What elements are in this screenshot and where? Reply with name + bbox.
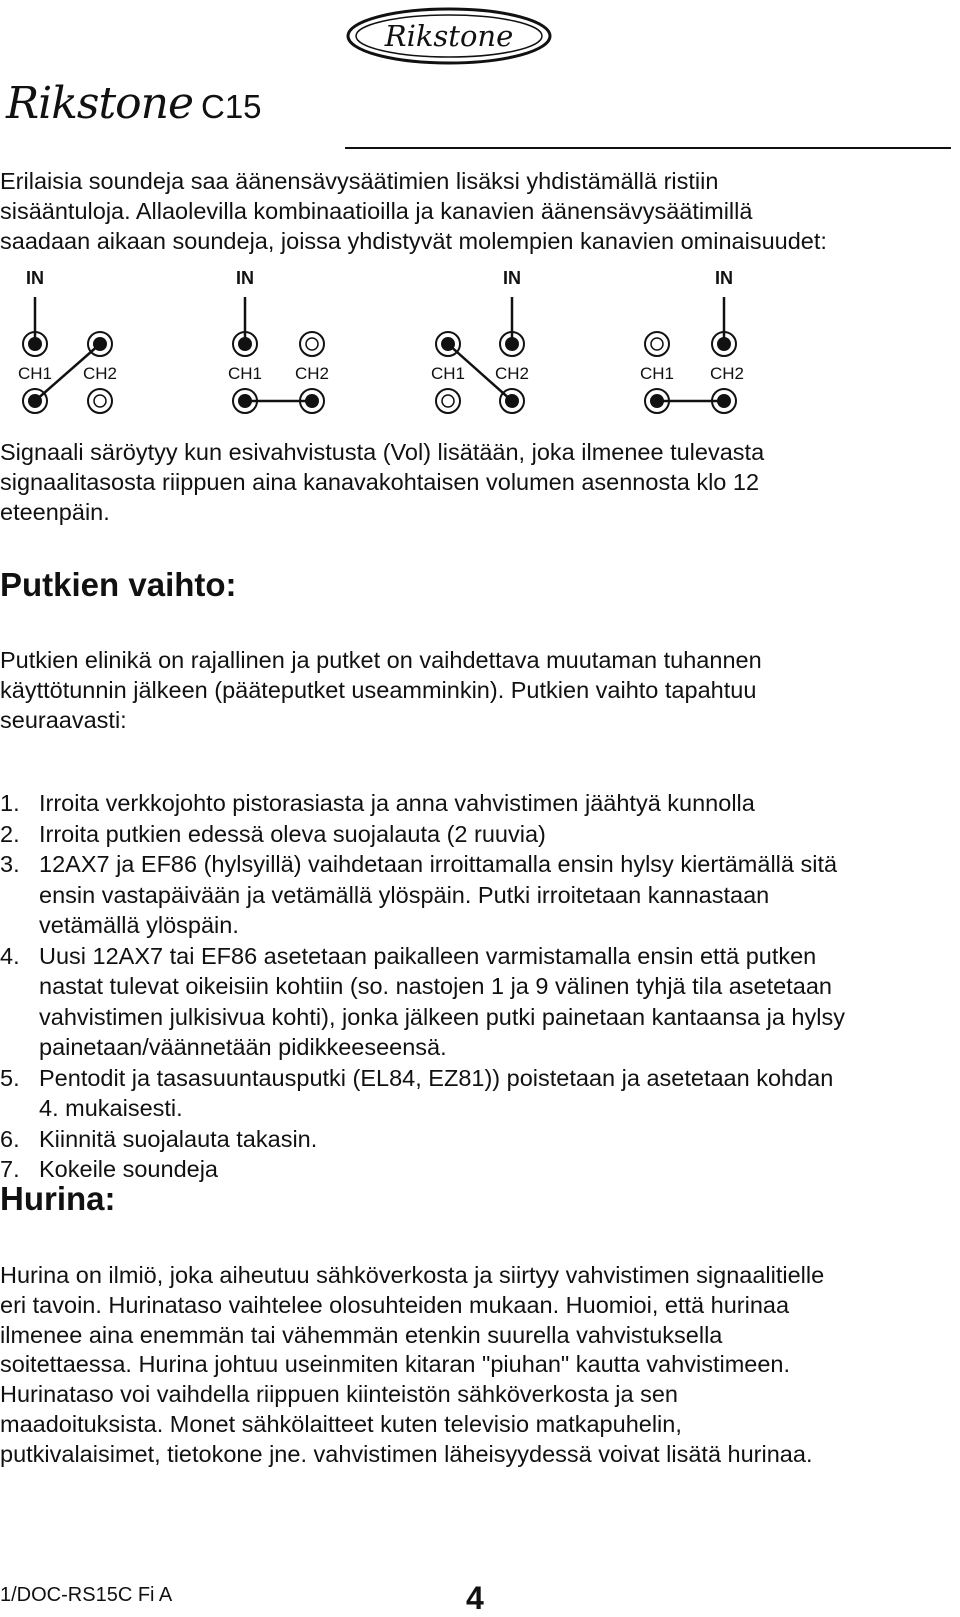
step-number: 2.	[0, 820, 20, 847]
rikstone-logo-badge	[345, 6, 553, 66]
hum-heading: Hurina:	[0, 1180, 116, 1217]
list-item	[0, 788, 845, 819]
combination-2	[228, 268, 329, 413]
ch1-label: CH1	[430, 364, 466, 383]
step-text: Kiinnitä suojalauta takasin.	[39, 1125, 318, 1152]
hum-line: ilmenee aina enemmän tai vähemmän etenkin suurella vahvistuksella	[0, 1322, 723, 1348]
step-number: 1.	[0, 790, 20, 816]
step-text: Pentodit ja tasasuuntausputki (EL84, EZ81)) poistetaan ja asetetaan kohdan	[39, 1064, 834, 1091]
ch2-label: CH2	[494, 364, 530, 383]
step-text: Uusi 12AX7 tai EF86 asetetaan paikalleen varmistamalla ensin että putken	[39, 942, 817, 969]
list-item	[0, 1124, 845, 1155]
tube-replacement-steps	[0, 788, 845, 1185]
ch2-label: CH2	[82, 364, 118, 383]
step-number: 4.	[0, 942, 20, 969]
in-label: IN	[715, 268, 733, 288]
step-text: vetämällä ylöspäin.	[39, 912, 239, 938]
step-text: vahvistimen julkisivua kohti), jonka jälkeen putki painetaan kantaansa ja hylsy	[39, 1003, 845, 1030]
in-label: IN	[236, 268, 254, 288]
ch2-label: CH2	[709, 364, 745, 383]
in-label: IN	[503, 268, 521, 288]
ch1-label: CH1	[17, 364, 53, 383]
list-item	[0, 819, 845, 850]
jack-ch2-bottom	[88, 389, 112, 413]
step-text: nastat tulevat oikeisiin kohtiin (so. nastojen 1 ja 9 välinen tyhjä tila asetetaan	[39, 973, 832, 999]
combination-1	[18, 268, 117, 413]
model-name: C15	[201, 88, 262, 125]
ch1-label: CH1	[639, 364, 675, 383]
step-number: 3.	[0, 851, 20, 877]
tubes-intro-line: seuraavasti:	[0, 707, 127, 733]
jack-ch1-top-fill	[238, 337, 252, 351]
channel-combination-diagram	[0, 268, 960, 430]
signal-line: Signaali säröytyy kun esivahvistusta (Vol) lisätään, joka ilmenee tulevasta	[0, 439, 765, 465]
jack-ch1-top-fill	[28, 337, 42, 351]
jack-ch1-top-empty	[651, 338, 663, 350]
jack-ch1-bottom	[436, 389, 460, 413]
step-number: 5.	[0, 1064, 20, 1091]
hum-line: putkivalaisimet, tietokone jne. vahvistimen läheisyydessä voivat lisätä hurinaa.	[0, 1441, 813, 1467]
tubes-intro-line: käyttötunnin jälkeen (pääteputket useamminkin). Putkien vaihto tapahtuu	[0, 677, 757, 703]
signal-line: signaalitasosta riippuen aina kanavakohtaisen volumen asennosta klo 12	[0, 469, 760, 495]
intro-line: Erilaisia soundeja saa äänensävysäätimien lisäksi yhdistämällä ristiin	[0, 168, 719, 194]
signal-line: eteenpäin.	[0, 499, 110, 525]
jack-ch1-top	[645, 332, 669, 356]
hum-line: Hurina on ilmiö, joka aiheutuu sähköverkosta ja siirtyy vahvistimen signaalitielle	[0, 1262, 825, 1288]
intro-line: saadaan aikaan soundeja, joissa yhdistyvät molempien kanavien ominaisuudet:	[0, 228, 827, 254]
step-text: Kokeile soundeja	[39, 1156, 218, 1182]
step-text: ensin vastapäivään ja vetämällä ylöspäin. Putki irroitetaan kannastaan	[39, 881, 770, 908]
step-text: painetaan/väännetään pidikkeeseensä.	[39, 1034, 447, 1060]
step-number: 6.	[0, 1125, 20, 1152]
in-label: IN	[26, 268, 44, 288]
jack-ch2-top-fill	[505, 337, 519, 351]
intro-line: sisääntuloja. Allaolevilla kombinaatioilla ja kanavien äänensävysäätimillä	[0, 198, 753, 224]
step-text: Irroita verkkojohto pistorasiasta ja anna vahvistimen jäähtyä kunnolla	[39, 790, 755, 816]
combination-4	[640, 268, 744, 413]
hum-line: eri tavoin. Hurinataso vaihtelee olosuhteiden mukaan. Huomioi, että hurinaa	[0, 1292, 790, 1318]
ch2-label: CH2	[294, 364, 330, 383]
list-item	[0, 941, 845, 1063]
combination-3	[431, 268, 529, 413]
jack-ch2-top	[300, 332, 324, 356]
jack-ch2-bottom-empty	[94, 395, 106, 407]
logo-text: Rikstone	[384, 19, 514, 53]
list-item	[0, 849, 845, 941]
hum-line: Hurinataso voi vaihdella riippuen kiinteistön sähköverkosta ja sen	[0, 1381, 678, 1407]
page-number: 4	[466, 1580, 484, 1616]
jack-ch1-bottom-empty	[442, 395, 454, 407]
tubes-heading: Putkien vaihto:	[0, 566, 237, 603]
jack-ch2-top-fill	[717, 337, 731, 351]
header-rule	[345, 147, 951, 149]
step-number: 7.	[0, 1156, 20, 1182]
list-item	[0, 1063, 845, 1124]
step-text: Irroita putkien edessä oleva suojalauta (2 ruuvia)	[39, 820, 546, 847]
jack-ch2-top-empty	[306, 338, 318, 350]
step-text: 4. mukaisesti.	[39, 1095, 183, 1121]
document-code: 1/DOC-RS15C Fi A	[0, 1584, 173, 1606]
tubes-intro-line: Putkien elinikä on rajallinen ja putket on vaihdettava muutaman tuhannen	[0, 647, 762, 673]
step-text: 12AX7 ja EF86 (hylsyillä) vaihdetaan irroittamalla ensin hylsy kiertämällä sitä	[39, 851, 838, 877]
hum-line: soitettaessa. Hurina johtuu useinmiten kitaran "piuhan" kautta vahvistimeen.	[0, 1351, 791, 1377]
hum-line: maadoituksista. Monet sähkölaitteet kuten televisio matkapuhelin,	[0, 1411, 682, 1437]
brand-script: Rikstone	[6, 78, 193, 129]
brand-title	[6, 78, 262, 138]
list-item	[0, 1154, 845, 1185]
ch1-label: CH1	[227, 364, 263, 383]
